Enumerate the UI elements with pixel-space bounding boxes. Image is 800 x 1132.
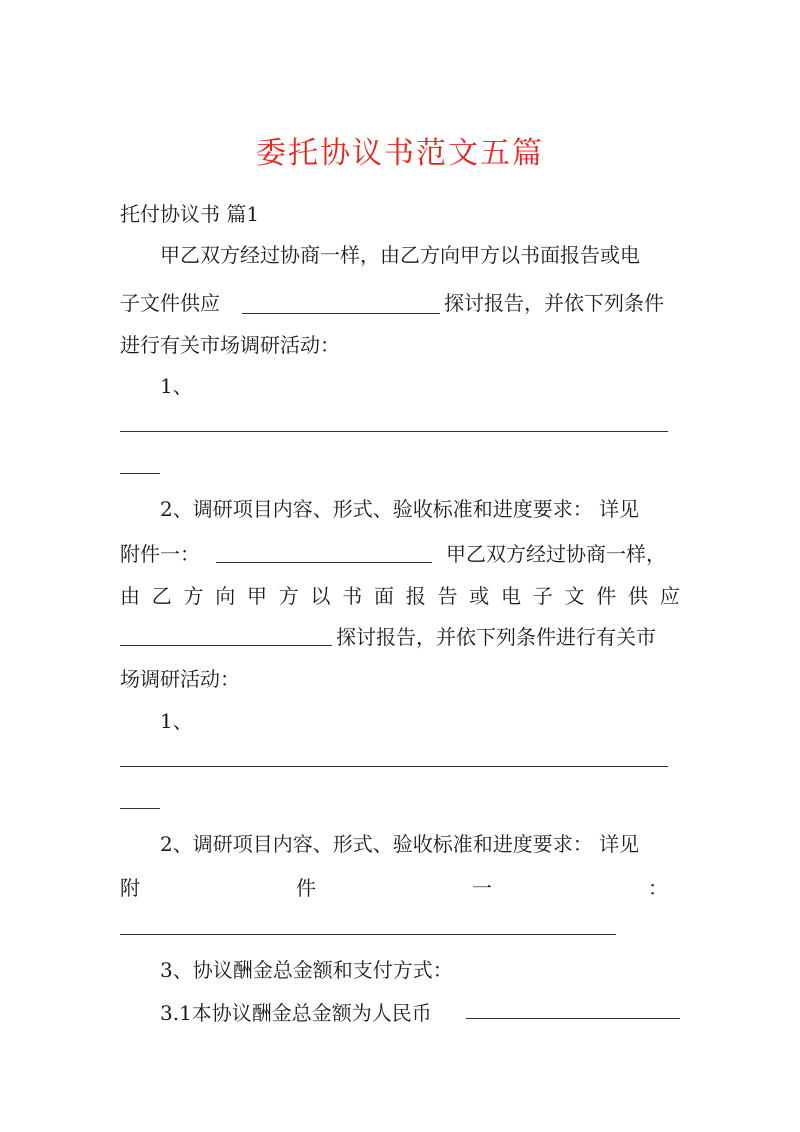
char: 应 <box>659 584 680 608</box>
blank-underline <box>120 431 668 432</box>
char: ： <box>648 876 668 900</box>
list-item-number: 1、 <box>160 709 193 733</box>
list-item: 2、调研项目内容、形式、验收标准和进度要求： 详见 <box>160 832 640 856</box>
justified-line <box>120 582 680 610</box>
char: 一 <box>472 876 492 900</box>
char: 方 <box>278 584 299 608</box>
blank-underline <box>242 313 440 314</box>
char: 文 <box>564 584 585 608</box>
section-heading: 托付协议书 篇1 <box>120 202 260 226</box>
char: 以 <box>310 584 331 608</box>
blank-underline <box>120 766 668 767</box>
char: 报 <box>405 584 426 608</box>
blank-underline <box>120 808 160 809</box>
paragraph-line: 甲乙双方经过协商一样，由乙方向甲方以书面报告或电 <box>160 243 640 267</box>
list-item-number: 1、 <box>160 374 193 398</box>
char: 附 <box>120 876 140 900</box>
char: 子 <box>532 584 553 608</box>
document-title: 委托协议书范文五篇 <box>256 136 544 171</box>
char: 件 <box>296 876 316 900</box>
blank-underline <box>120 934 616 935</box>
char: 告 <box>437 584 458 608</box>
list-item: 3、协议酬金总金额和支付方式： <box>160 958 453 982</box>
paragraph-line: 甲乙双方经过协商一样， <box>446 542 666 566</box>
char: 件 <box>596 584 617 608</box>
char: 书 <box>342 584 363 608</box>
paragraph-line: 进行有关市场调研活动： <box>120 333 340 357</box>
list-item: 2、调研项目内容、形式、验收标准和进度要求： 详见 <box>160 497 640 521</box>
char: 乙 <box>151 584 172 608</box>
justified-line <box>120 874 668 902</box>
paragraph-line: 子文件供应 <box>120 291 220 315</box>
char: 面 <box>374 584 394 608</box>
paragraph-line: 3.1本协议酬金总金额为人民币 <box>160 1001 432 1025</box>
blank-underline <box>216 562 432 563</box>
blank-underline <box>120 473 160 474</box>
char: 或 <box>469 584 490 608</box>
paragraph-line: 场调研活动： <box>120 667 240 691</box>
char: 由 <box>120 584 140 608</box>
blank-underline <box>120 645 332 646</box>
char: 甲 <box>247 584 267 608</box>
blank-underline <box>466 1018 680 1019</box>
char: 向 <box>215 584 236 608</box>
paragraph-line: 附件一： <box>120 542 200 566</box>
char: 方 <box>183 584 204 608</box>
char: 电 <box>501 584 521 608</box>
char: 供 <box>628 584 648 608</box>
paragraph-line: 探讨报告，并依下列条件 <box>444 291 664 315</box>
paragraph-line: 探讨报告，并依下列条件进行有关市 <box>336 625 656 649</box>
